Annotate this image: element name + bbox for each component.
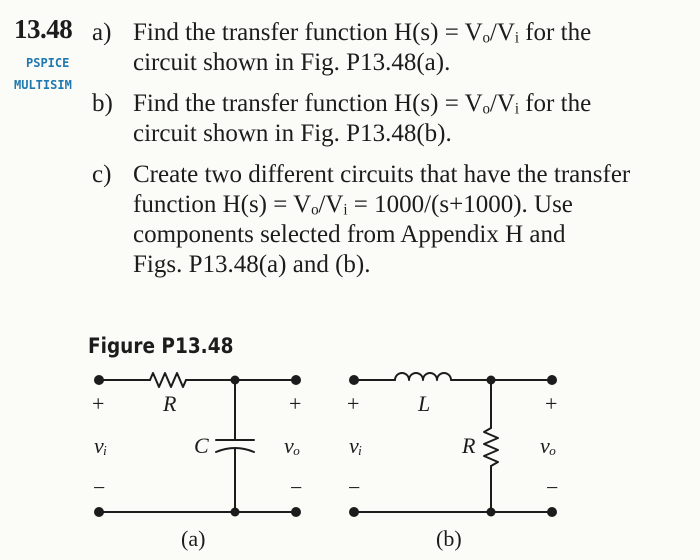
terminal-b-in-top (349, 375, 359, 385)
terminal-b-out-bottom (547, 507, 557, 517)
figure-title: Figure P13.48 (88, 334, 234, 358)
part-b-label: b) (92, 90, 113, 117)
a-input-plus: + (92, 391, 105, 416)
part-a-line-2: circuit shown in Fig. P13.48(a). (133, 49, 451, 76)
terminal-b-out-top (547, 375, 557, 385)
part-b-line-1: Find the transfer function H(s) = Vₒ/Vᵢ for the (133, 90, 592, 117)
part-b-line-2: circuit shown in Fig. P13.48(b). (133, 120, 452, 147)
node-a-bottom (231, 508, 240, 517)
b-caption: (b) (436, 526, 462, 551)
node-a-top (231, 376, 240, 385)
b-resistor-label: R (462, 433, 476, 458)
b-input-plus: + (347, 391, 360, 416)
a-output-plus: + (289, 391, 302, 416)
multisim-tag: MULTISIM (14, 78, 72, 92)
part-a-line-1: Find the transfer function H(s) = Vₒ/Vᵢ for the (133, 19, 592, 46)
b-output-plus: + (545, 391, 558, 416)
resistor-r-a-symbol (150, 373, 186, 387)
terminal-a-in-bottom (94, 507, 104, 517)
part-c-line-3: components selected from Appendix H and (133, 221, 566, 248)
node-b-top (487, 376, 496, 385)
node-b-bottom (487, 508, 496, 517)
b-input-minus: − (348, 475, 361, 500)
part-a-label: a) (92, 19, 112, 46)
a-input-minus: − (93, 475, 106, 500)
part-c-line-1: Create two different circuits that have the transfer (133, 161, 631, 188)
b-output-minus: − (546, 475, 559, 500)
part-c-label: c) (92, 161, 112, 188)
b-inductor-label: L (418, 391, 431, 416)
a-caption: (a) (181, 526, 206, 551)
problem-number: 13.48 (14, 14, 73, 44)
part-c-line-2: function H(s) = Vₒ/Vᵢ = 1000/(s+1000). Use (133, 191, 573, 218)
pspice-tag: PSPICE (26, 56, 70, 70)
resistor-r-b-symbol (484, 428, 498, 466)
terminal-a-out-bottom (291, 507, 301, 517)
a-input-label: vᵢ (94, 433, 108, 458)
a-resistor-label: R (163, 391, 177, 416)
a-output-minus: − (290, 475, 303, 500)
terminal-a-in-top (94, 375, 104, 385)
a-output-label: vₒ (284, 433, 301, 458)
part-c-line-4: Figs. P13.48(a) and (b). (133, 251, 371, 278)
a-capacitor-label: C (194, 433, 209, 458)
inductor-l-symbol (395, 373, 451, 380)
b-output-label: vₒ (540, 433, 557, 458)
b-input-label: vᵢ (349, 433, 363, 458)
terminal-a-out-top (291, 375, 301, 385)
terminal-b-in-bottom (349, 507, 359, 517)
circuit-b (354, 373, 552, 512)
